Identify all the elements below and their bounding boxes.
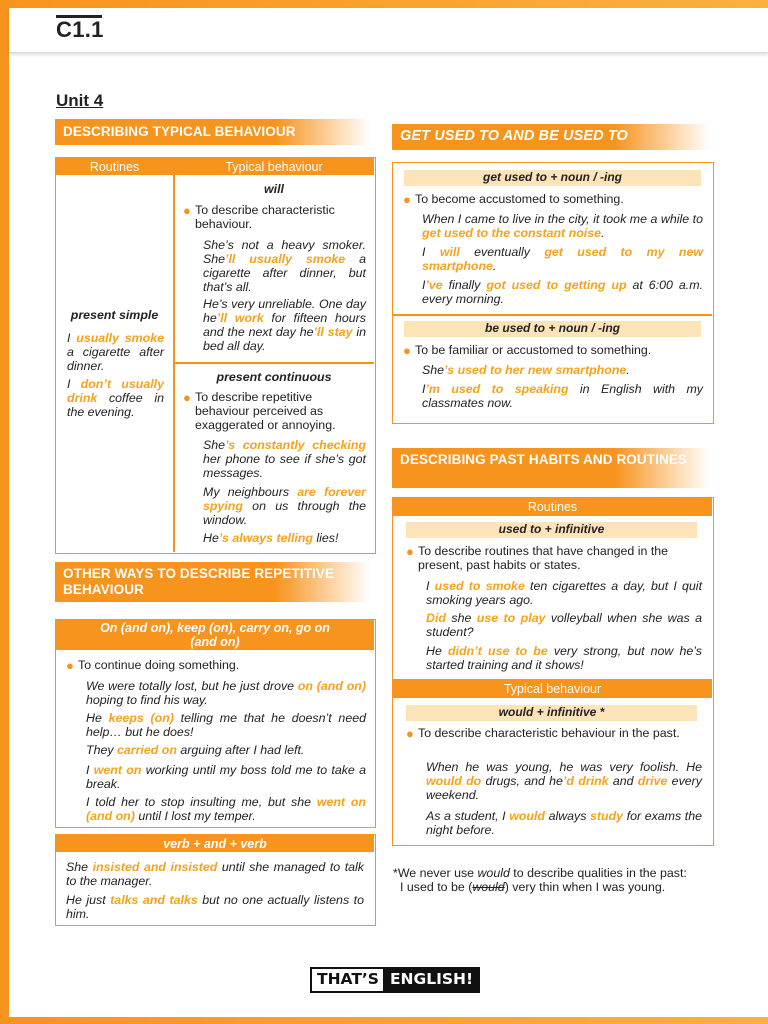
col-header-routines: Routines xyxy=(56,158,173,175)
get-used-to-example-3: I’ve finally got used to getting up at 6:00 a.m. every morning. xyxy=(422,278,703,307)
header-bar xyxy=(9,8,768,53)
level-label: C1.1 xyxy=(56,17,104,42)
logo-left-text: THAT’S xyxy=(310,967,386,993)
present-simple-example-2: I don’t usually drink coffee in the evening. xyxy=(67,377,164,420)
be-used-to-example-1: She’s used to her new smartphone. xyxy=(422,363,630,377)
unit-title: Unit 4 xyxy=(56,91,104,110)
past-typical-head: Typical behaviour xyxy=(393,679,712,698)
would-example-1: When he was young, he was very foolish. He would do drugs, and he’d drink and drive every weekend. xyxy=(426,760,702,803)
bullet-dot-icon: ● xyxy=(403,192,411,207)
get-used-to-bullet: ● To become accustomed to something. xyxy=(403,192,624,207)
present-simple-heading: present simple xyxy=(70,308,159,322)
repetitive-example-2: He keeps (on) telling me that he doesn’t need help… but he does! xyxy=(86,711,366,740)
repetitive-example-4: I went on working until my boss told me to take a break. xyxy=(86,763,366,792)
get-used-to-box xyxy=(392,162,714,424)
get-used-to-example-1: When I came to live in the city, it took me a while to get used to the constant noise. xyxy=(422,212,703,241)
column-divider xyxy=(173,158,175,552)
present-continuous-bullet: ● To describe repetitive behaviour perceived as exaggerated or annoying. xyxy=(183,390,336,433)
used-to-example-3: He didn’t use to be very strong, but now he’s started training and it shows! xyxy=(426,644,702,673)
section-title-typical-behaviour: DESCRIBING TYPICAL BEHAVIOUR xyxy=(55,119,370,145)
present-simple-example-1: I usually smoke a cigarette after dinner. xyxy=(67,331,164,374)
bullet-dot-icon: ● xyxy=(183,390,191,405)
repetitive-example-1: We were totally lost, but he just drove on (and on) hoping to find his way. xyxy=(86,679,366,708)
left-frame-stripe xyxy=(0,0,9,1024)
footnote-line-2: I used to be (would) very thin when I was young. xyxy=(400,880,666,894)
top-frame-stripe xyxy=(0,0,768,8)
be-used-to-subhead: be used to + noun / -ing xyxy=(404,321,701,337)
present-continuous-heading: present continuous xyxy=(216,370,332,384)
present-continuous-example-1: She’s constantly checking her phone to see if she’s got messages. xyxy=(203,438,366,481)
would-bullet: ● To describe characteristic behaviour in the past. xyxy=(406,726,680,741)
repetitive-box-1 xyxy=(55,619,376,828)
bullet-dot-icon: ● xyxy=(406,544,414,559)
would-subhead: would + infinitive * xyxy=(406,705,697,721)
logo-right-text: ENGLISH! xyxy=(383,967,480,993)
used-to-example-2: Did she use to play volleyball when she was a student? xyxy=(426,611,702,640)
row-divider xyxy=(174,362,374,364)
repetitive-example-3: They carried on arguing after I had left. xyxy=(86,743,305,757)
section-title-repetitive-behaviour: OTHER WAYS TO DESCRIBE REPETITIVE BEHAVIOUR xyxy=(55,562,370,602)
will-heading: will xyxy=(264,182,284,196)
repetitive-head-2: verb + and + verb xyxy=(56,835,374,852)
will-example-2: He’s very unreliable. One day he’ll work for fifteen hours and the next day he’ll stay in bed all day. xyxy=(203,297,366,354)
footnote-line-1: *We never use would to describe qualities in the past: xyxy=(393,866,687,880)
get-used-to-subhead: get used to + noun / -ing xyxy=(404,170,701,186)
repetitive-example-6: She insisted and insisted until she managed to talk to the manager. xyxy=(66,860,364,889)
be-used-to-example-2: I’m used to speaking in English with my classmates now. xyxy=(422,382,703,411)
thats-english-logo xyxy=(310,965,480,995)
section-title-get-used-to: GET USED TO AND BE USED TO xyxy=(392,124,710,150)
past-routines-head: Routines xyxy=(393,498,712,516)
repetitive-bullet-1: ● To continue doing something. xyxy=(66,658,240,673)
col-header-typical-behaviour: Typical behaviour xyxy=(174,158,374,175)
present-continuous-example-3: He’s always telling lies! xyxy=(203,531,339,545)
will-bullet: ● To describe characteristic behaviour. xyxy=(183,203,335,232)
would-example-2: As a student, I would always study for exams the night before. xyxy=(426,809,702,838)
section-title-past-habits: DESCRIBING PAST HABITS AND ROUTINES xyxy=(392,448,710,488)
bullet-dot-icon: ● xyxy=(183,203,191,218)
repetitive-box-2 xyxy=(55,834,376,926)
repetitive-example-7: He just talks and talks but no one actually listens to him. xyxy=(66,893,364,922)
past-habits-box xyxy=(392,497,714,846)
bullet-dot-icon: ● xyxy=(403,343,411,358)
get-used-to-divider xyxy=(393,314,712,316)
will-example-1: She’s not a heavy smoker. She’ll usually smoke a cigarette after dinner, but that’s all. xyxy=(203,238,367,295)
used-to-example-1: I used to smoke ten cigarettes a day, but I quit smoking years ago. xyxy=(426,579,703,608)
typical-behaviour-table xyxy=(55,157,376,554)
repetitive-example-5: I told her to stop insulting me, but she went on (and on) until I lost my temper. xyxy=(86,795,366,824)
bottom-frame-stripe xyxy=(0,1017,768,1024)
present-continuous-example-2: My neighbours are forever spying on us through the window. xyxy=(203,485,367,528)
be-used-to-bullet: ● To be familiar or accustomed to something. xyxy=(403,343,652,358)
repetitive-head-1: On (and on), keep (on), carry on, go on (and on) xyxy=(56,620,374,650)
bullet-dot-icon: ● xyxy=(406,726,414,741)
used-to-subhead: used to + infinitive xyxy=(406,522,697,538)
bullet-dot-icon: ● xyxy=(66,658,74,673)
used-to-bullet: ● To describe routines that have changed in the present, past habits or states. xyxy=(406,544,669,573)
get-used-to-example-2: I will eventually get used to my new smartphone. xyxy=(422,245,703,274)
